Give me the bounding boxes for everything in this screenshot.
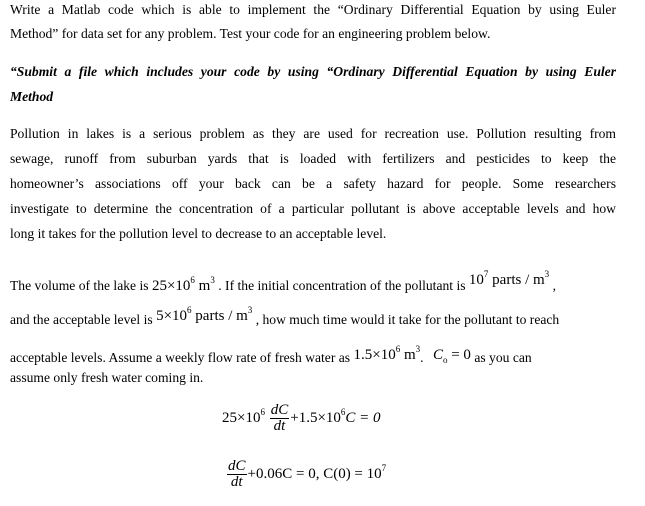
problem-text-question: , how much time would it take for the pollutant to reach [255,312,560,327]
lake-volume-value: $25\times 10^6$ $m^3$ [151,275,215,294]
equation-1-derivative: $\frac{dC}{dt}$ [270,402,289,434]
paragraph-line-2: sewage, runoff from suburban yards that is loaded with fertilizers and pesticides to keep the [10,151,616,166]
problem-line-3: acceptable levels. Assume a weekly flow rate of fresh water as $1.5\times 10^6$ $m^3$. $C_o = 0$ as you can [10,344,532,365]
problem-text-concentration-intro: . If the initial concentration of the pollutant is [218,278,466,293]
equation-2: $\frac{dC}{dt}$ +0.06C = 0, $C(0) = 10^7$ [228,458,387,490]
problem-line-2 [10,306,616,328]
flow-rate-value: $1.5\times 10^6$ $m^3$ [353,344,421,363]
problem-line-1: The volume of the lake is $25\times 10^6$ $m^3$ . If the initial concentration of the pollutant is $10^7$ parts / $m^3$ , [10,269,556,294]
submit-line-1: “Submit a file which includes your code by using “Ordinary Differential Equation by using Euler [10,64,616,79]
paragraph-line-3: homeowner’s associations off your back can be a safety hazard for people. Some researchers [10,176,616,191]
acceptable-level-value: $5\times 10^6$ parts / $m^3$ [156,305,253,324]
submit-line-2: Method [10,89,54,104]
paragraph-line-1: Pollution in lakes is a serious problem as they are used for recreation use. Pollution resulting from [10,126,616,141]
problem-text-acceptable-intro: and the acceptable level is [10,312,153,327]
task-line-1: Write a Matlab code which is able to implement the “Ordinary Differential Equation by using Euler [10,2,616,17]
initial-concentration-value: $10^7$ parts / $m^3$ [468,269,550,288]
task-line-2: Method” for data set for any problem. Test your code for an engineering problem below. [10,26,491,41]
paragraph-line-5: long it takes for the pollution level to decrease to an acceptable level. [10,226,387,241]
equation-2-derivative: $\frac{dC}{dt}$ [228,458,246,490]
problem-text-volume-intro: The volume of the lake is [10,278,149,293]
problem-text-assume: as you can [474,350,532,365]
problem-text-flow-intro: acceptable levels. Assume a weekly flow rate of fresh water as [10,350,351,365]
paragraph-line-4: investigate to determine the concentration of a particular pollutant is above acceptable levels and how [10,201,616,216]
inflow-concentration-value: $C_o = 0$ [432,347,471,365]
problem-line-4: assume only fresh water coming in. [10,370,204,385]
equation-1: $25\times 10^6$ $\frac{dC}{dt}$ $+1.5\times 10^6C = 0$ [222,402,381,434]
